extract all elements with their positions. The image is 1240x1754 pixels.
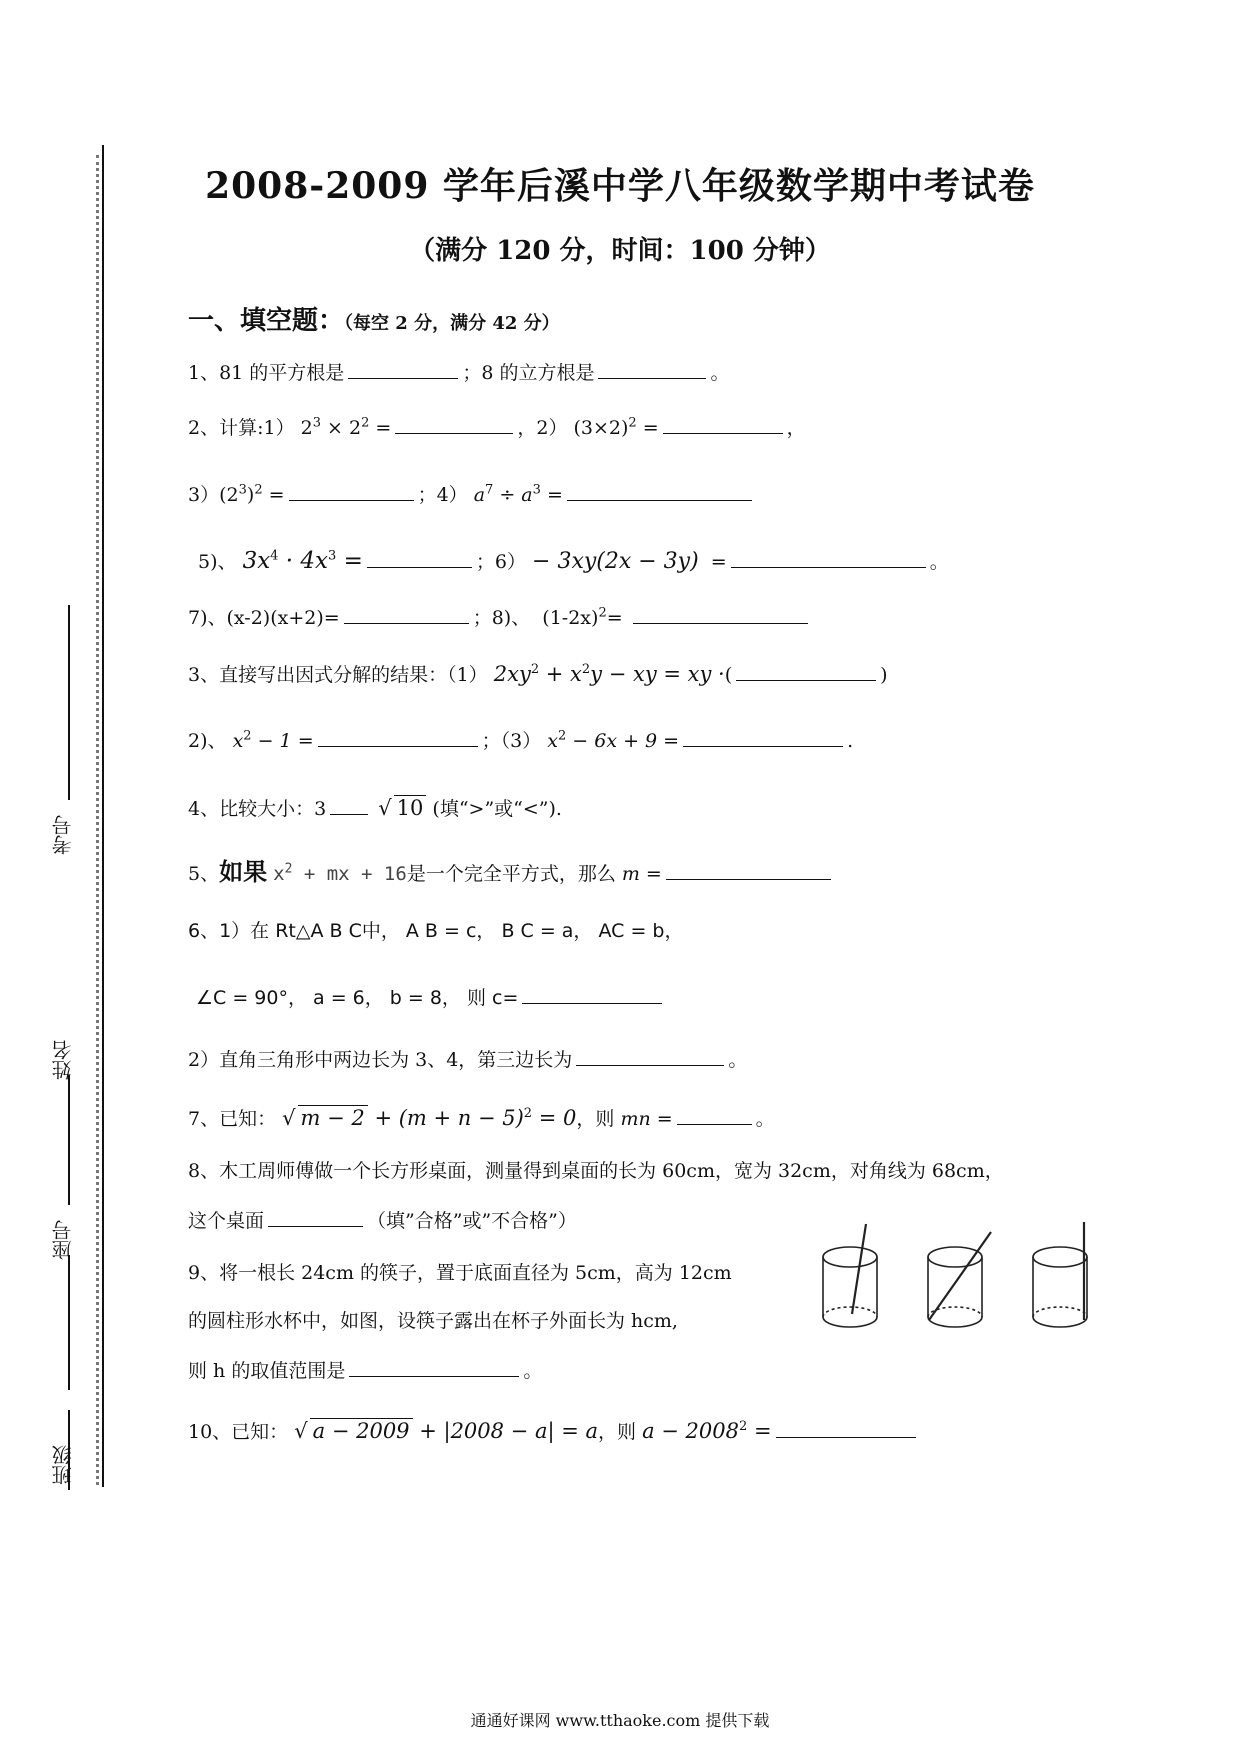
question-8-line-1: 8、木工周师傅做一个长方形桌面，测量得到桌面的长为 60cm，宽为 32cm，对角线为 68cm， [188, 1160, 1004, 1182]
kaohao-underline [68, 605, 70, 800]
question-9-line-3 [188, 1358, 542, 1383]
section-label: 一、填空题： [188, 306, 345, 336]
q2a-text-b: ，2） [517, 417, 568, 439]
xingming-label: 姓名 [51, 1040, 75, 1080]
q2a-text-c: ， [786, 417, 806, 439]
q2-blank-6[interactable] [731, 549, 926, 568]
question-4 [188, 795, 562, 821]
question-2-line-2 [188, 482, 756, 507]
q1-text-b: ；8 的立方根是 [462, 362, 595, 384]
question-5 [188, 858, 835, 887]
q2-blank-3[interactable] [289, 482, 414, 501]
question-8-line-2 [188, 1208, 577, 1233]
q7-expr: √ $m - 2 + (m + n - 5)^2 = 0$ [282, 1106, 577, 1130]
q8b-text-a: 这个桌面 [188, 1210, 265, 1232]
banji-label: 班级 [51, 1445, 75, 1485]
q2-blank-4[interactable] [567, 482, 752, 501]
xingming-underline [68, 1075, 70, 1205]
q9-blank[interactable] [349, 1358, 519, 1377]
section-heading [188, 300, 560, 337]
q2-blank-8[interactable] [633, 605, 808, 624]
question-6-line-1: 6、1）在 Rt△A B C中， A B = c， B C = a， AC = b， [188, 920, 684, 942]
q4-text-b: (填“>”或“<”). [432, 798, 562, 820]
page-title: 2008-2009 学年后溪中学八年级数学期中考试卷 [205, 165, 1035, 207]
q10-text-a: 10、已知： [188, 1421, 289, 1443]
q5-blank[interactable] [666, 861, 831, 880]
question-2-line-4: 7)、(x-2)(x+2)= ；8)、 $(1-2x)^2=$ [188, 605, 812, 630]
question-3-line-2 [188, 728, 853, 753]
q1-blank-1[interactable] [348, 360, 458, 379]
q8b-text-b: （填”合格”或”不合格”） [367, 1210, 577, 1232]
q3a-text-a: 3、直接写出因式分解的结果：（1） [188, 664, 488, 686]
footer-text: 通通好课网 www.tthaoke.com 提供下载 [470, 1711, 770, 1730]
question-2-line-3: 5)、 $3x^4 \cdot 4x^3$ = ；6） − 3xy(2x − 3y) = 。 [198, 548, 949, 574]
q5-text-c: 是一个完全平方式，那么 [406, 863, 616, 885]
q7-text-c: 。 [755, 1108, 775, 1130]
q2c-text-c: 。 [929, 551, 949, 573]
question-7 [188, 1105, 775, 1131]
question-9-line-2: 的圆柱形水杯中，如图，设筷子露出在杯子外面长为 hcm, [188, 1310, 678, 1332]
q2-expr-1: $2^3 \times 2^2$ = [300, 415, 392, 439]
question-6-line-2 [196, 985, 666, 1010]
q2b-text-a: 3） [188, 484, 220, 506]
binding-solid-line [102, 145, 104, 1487]
zuohao-label: 座号 [51, 1220, 75, 1260]
zuohao-underline [68, 1255, 70, 1390]
q5-text-b: 如果 [219, 857, 268, 886]
q6c-text-a: 2）直角三角形中两边长为 3、4，第三边长为 [188, 1049, 573, 1071]
q2-blank-2[interactable] [663, 415, 783, 434]
q2d-text-c: (1-2x) [542, 607, 599, 629]
q2-blank-7[interactable] [344, 605, 469, 624]
q7-text-a: 7、已知： [188, 1108, 277, 1130]
q6-blank-1[interactable] [522, 985, 662, 1004]
q10-expr-2: $a - 2008^2$ = [642, 1419, 772, 1443]
q4-blank[interactable] [330, 796, 368, 815]
page-subtitle: （满分 120 分，时间：100 分钟） [409, 236, 831, 266]
q2c-text-a: 5)、 [198, 551, 237, 573]
cup-figure-3 [1033, 1222, 1087, 1327]
question-3-line-1: 3、直接写出因式分解的结果：（1） $2xy^2 + x^2y$ − xy = xy ·( ) [188, 662, 888, 686]
question-1 [188, 360, 729, 385]
section-note: （每空 2 分，满分 42 分） [344, 313, 560, 334]
q2-expr-3: $(2^3)^2$ = [219, 482, 285, 506]
q2-expr-6: − 3xy(2x − 3y) [532, 549, 699, 574]
q2b-text-b: ；4） [417, 484, 468, 506]
q3-expr-2: $x^2 - 1$ = [232, 728, 314, 752]
q2-expr-2: $(3\times 2)^2$ = [573, 415, 659, 439]
cup-figure-1 [823, 1224, 877, 1327]
question-6-line-3 [188, 1047, 747, 1072]
q6c-text-b: 。 [728, 1049, 748, 1071]
q2-blank-1[interactable] [395, 415, 513, 434]
q9c-text-b: 。 [523, 1360, 543, 1382]
q5-text-d: m = [621, 863, 662, 885]
q2c-text-b: ；6） [475, 551, 526, 573]
q3-blank-3[interactable] [683, 728, 843, 747]
q5-expr: $x^2$ + mx + 16 [273, 861, 407, 885]
q2d-text-a: 7)、(x-2)(x+2)= [188, 607, 340, 629]
q3b-text-b: ；（3） [481, 730, 542, 752]
q5-text-a: 5、 [188, 863, 220, 885]
q10-text-b: ，则 [598, 1421, 637, 1443]
q1-blank-2[interactable] [598, 360, 706, 379]
question-9-line-1: 9、将一根长 24cm 的筷子，置于底面直径为 5cm，高为 12cm [188, 1262, 732, 1284]
q1-text-a: 1、81 的平方根是 [188, 362, 345, 384]
q10-blank[interactable] [776, 1419, 916, 1438]
q3b-text-a: 2)、 [188, 730, 227, 752]
question-10 [188, 1418, 920, 1444]
q2-expr-4: $a^7 \div a^3$ = [473, 482, 563, 506]
q2d-text-b: ；8)、 [472, 607, 531, 629]
q2-expr-5: $3x^4 \cdot 4x^3$ = [242, 548, 363, 574]
q10-expr: √ a − 2009 + |2008 − a| = a [294, 1419, 599, 1443]
q2-blank-5[interactable] [367, 549, 472, 568]
q3-expr-1: $2xy^2 + x^2y$ − xy = xy · [493, 662, 725, 686]
q6b-text-a: ∠C = 90°， a = 6， b = 8， 则 c= [196, 987, 519, 1009]
cup-figures [820, 1222, 1100, 1342]
question-2-line-1 [188, 415, 806, 440]
q8-blank[interactable] [268, 1208, 363, 1227]
q7-mn: mn = [620, 1108, 673, 1130]
q9c-text-a: 则 h 的取值范围是 [188, 1360, 346, 1382]
q3-blank-1[interactable] [736, 662, 876, 681]
binding-dotted-line [96, 155, 99, 1485]
cup-figure-2 [928, 1232, 991, 1327]
q3b-text-c: . [847, 730, 854, 752]
q7-text-b: ，则 [576, 1108, 615, 1130]
q4-text-a: 4、比较大小：3 [188, 798, 327, 820]
sqrt-10: √ 10 [378, 796, 426, 820]
q2a-text-a: 2、计算:1） [188, 417, 295, 439]
q1-text-c: 。 [710, 362, 730, 384]
kaohao-label: 考号 [51, 815, 75, 855]
q3-expr-3: $x^2 - 6x + 9$ = [547, 728, 680, 752]
q7-blank[interactable] [677, 1106, 752, 1125]
q3-blank-2[interactable] [318, 728, 478, 747]
q6-blank-2[interactable] [576, 1047, 724, 1066]
